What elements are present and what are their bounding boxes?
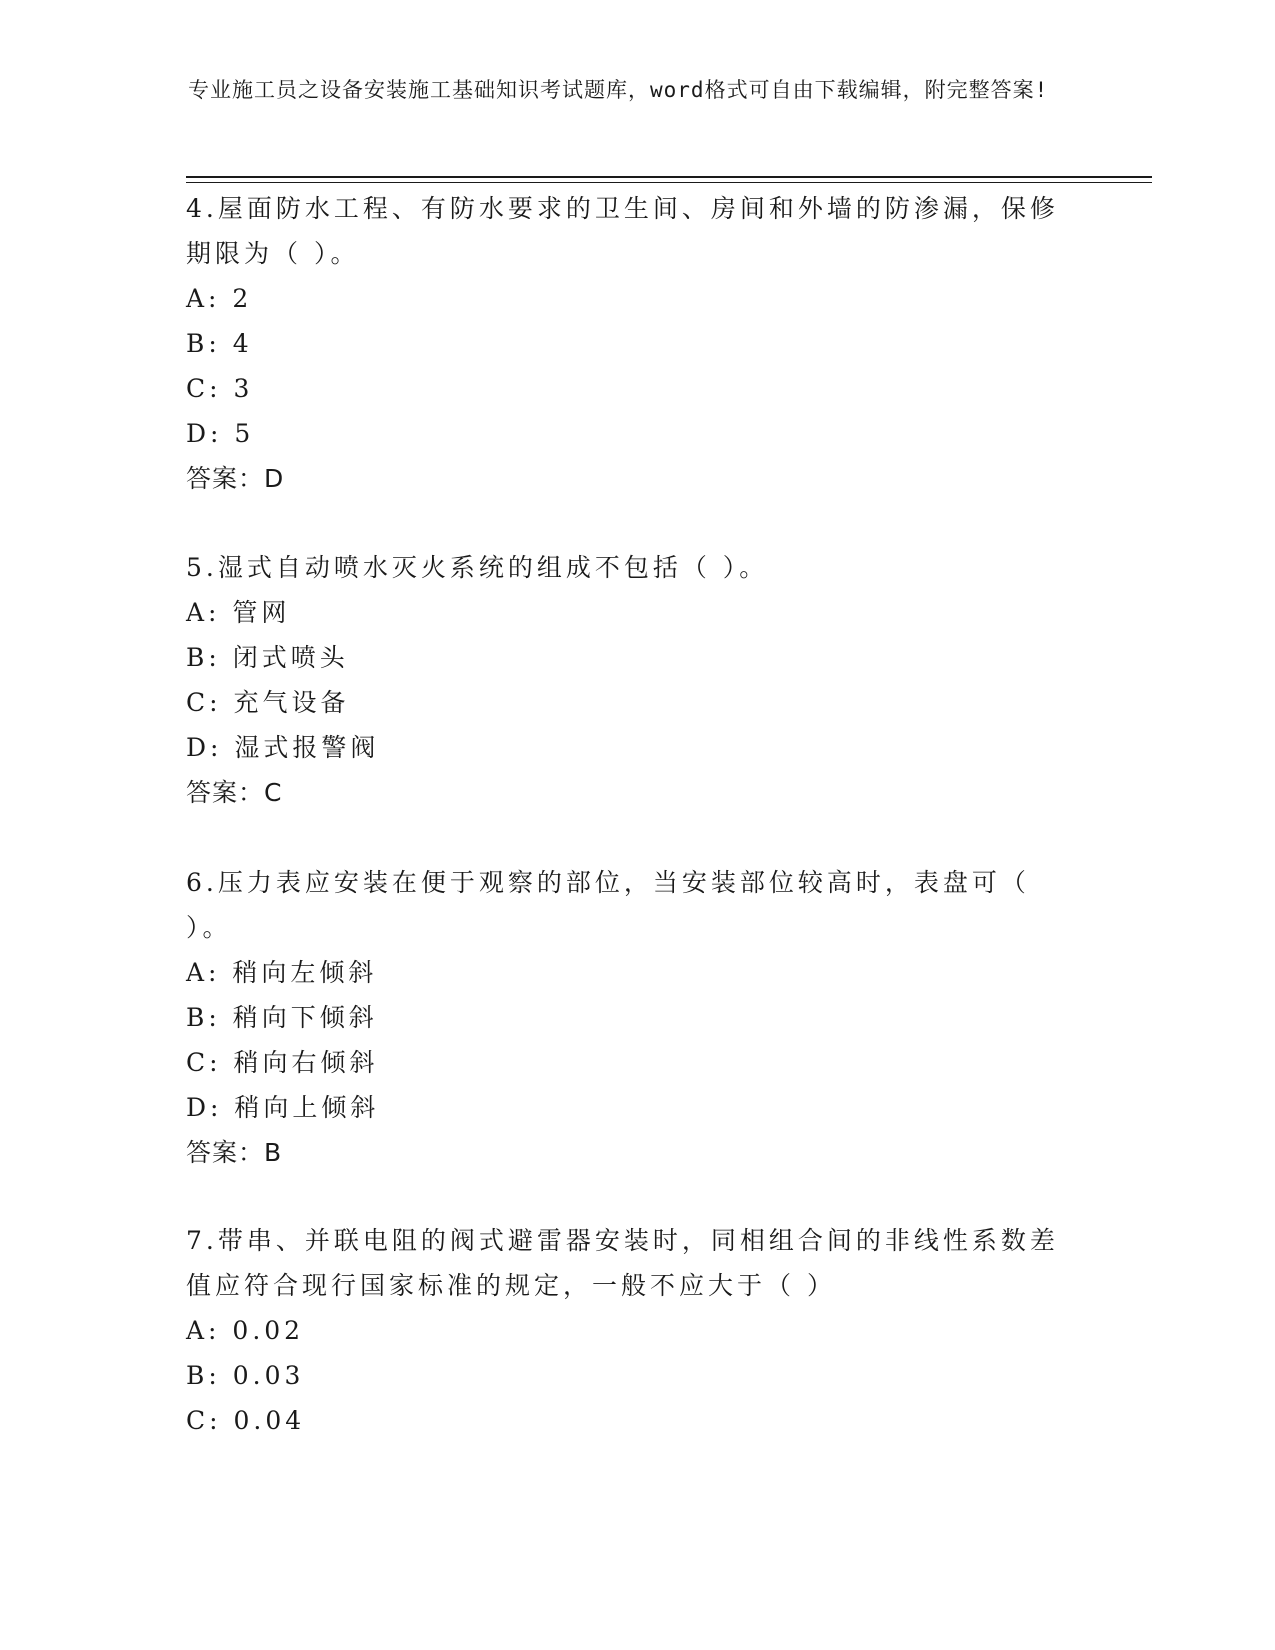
answer-line: 答案：D — [186, 464, 285, 493]
header-divider-thick — [186, 176, 1152, 178]
option-b: B: 稍向下倾斜 — [186, 1003, 378, 1032]
question-stem: 4.屋面防水工程、有防水要求的卫生间、房间和外墙的防渗漏，保修期限为（ ）。 — [186, 194, 1059, 268]
answer-line: 答案：C — [186, 778, 283, 807]
question-stem: 7.带串、并联电阻的阀式避雷器安装时，同相组合间的非线性系数差值应符合现行国家标准的规定，一般不应大于（ ） — [186, 1226, 1059, 1300]
option-c: C: 稍向右倾斜 — [186, 1048, 379, 1077]
option-a: A: 稍向左倾斜 — [186, 958, 378, 987]
answer-line: 答案：B — [186, 1138, 283, 1167]
question-5 — [186, 545, 1066, 815]
question-7 — [186, 1218, 1066, 1443]
option-d: D: 稍向上倾斜 — [186, 1093, 380, 1122]
option-b: B: 4 — [186, 329, 253, 358]
option-b: B: 0.03 — [186, 1361, 305, 1390]
option-a: A: 0.02 — [186, 1316, 305, 1345]
header-divider-thin — [186, 182, 1152, 183]
option-a: A: 2 — [186, 284, 253, 313]
question-stem: 6.压力表应安装在便于观察的部位，当安装部位较高时，表盘可（ ）。 — [186, 868, 1030, 942]
option-c: C: 3 — [186, 374, 254, 403]
option-b: B: 闭式喷头 — [186, 643, 349, 672]
question-stem: 5.湿式自动喷水灭火系统的组成不包括（ ）。 — [186, 553, 769, 582]
question-6 — [186, 860, 1066, 1175]
header-text: 专业施工员之设备安装施工基础知识考试题库，word格式可自由下载编辑，附完整答案! — [188, 78, 1049, 102]
document-header — [188, 74, 1068, 106]
option-c: C: 充气设备 — [186, 688, 350, 717]
option-a: A: 管网 — [186, 598, 291, 627]
option-d: D: 湿式报警阀 — [186, 733, 380, 762]
option-d: D: 5 — [186, 419, 255, 448]
question-4 — [186, 186, 1066, 501]
option-c: C: 0.04 — [186, 1406, 306, 1435]
